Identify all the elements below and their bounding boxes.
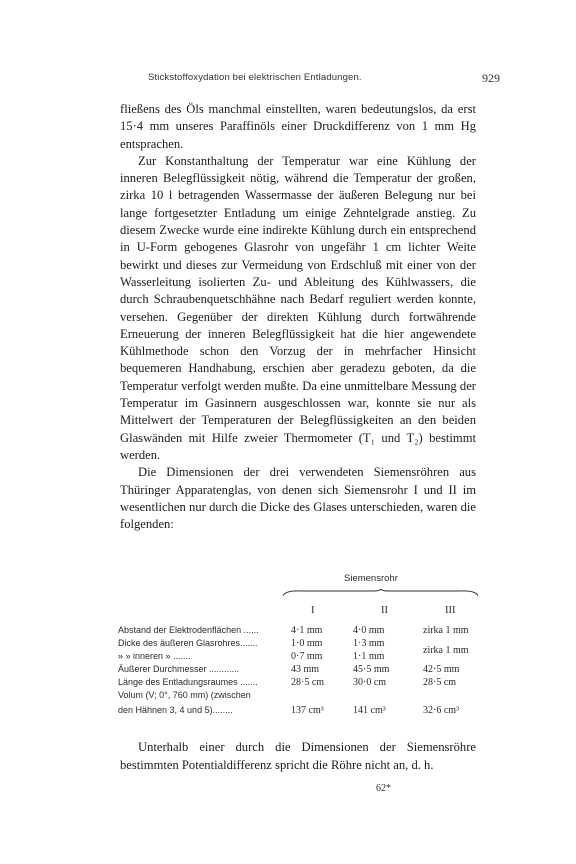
cell-i: 28·5 cm — [291, 677, 325, 688]
table-title: Siemensrohr — [344, 573, 398, 584]
paragraph-dimensions: Die Dimensionen der drei verwendeten Siemensröhren aus Thüringer Apparatenglas, von denen sich Siemensrohr I und II im wesentlichen nur durch die Dicke des Glases unterschieden, waren die folgenden: — [120, 465, 476, 532]
closing-text — [120, 738, 476, 774]
cell-ii: 30·0 cm — [353, 677, 387, 688]
running-head: Stickstoffoxydation bei elektrischen Entladungen. — [148, 72, 362, 83]
row-label: » » inneren » ....... — [118, 651, 191, 661]
column-header-iii: III — [445, 605, 456, 616]
cell-i: 1·0 mm — [291, 638, 323, 649]
paragraph-cooling: Zur Konstanthaltung der Temperatur war eine Kühlung der inneren Belegflüssigkeit nötig, während die Temperatur der großen, zirka 10 l betragenden Wassermasse der äußeren Belegung nur bei lange fortgesetzter Entladung um einige Zehntelgrade anstieg. Zu diesem Zwecke wurde eine indirekte Kühlung durch ein entsprechend in U-Form gebogenes Glasrohr von ungefähr 1 cm lichter Weite bewirkt und dieses zur Vermeidung von Erdschluß mit einer von der Wasserleitung isolierten Zu- und Ableitung des Kühlwassers, die durch Schraubenquetschhähne nach Bedarf reguliert werden konnte, versehen. Gegenüber der direkten Kühlung durch fortwährende Erneuerung der inneren Belegflüssigkeit hat die hier angewendete Kühlmethode schon den Vorzug der in mehrfacher Hinsicht bequemeren Handhabung, erschien aber geradezu geboten, da die Temperatur verfolgt werden mußte. Da eine unmittelbare Messung der Temperatur im Gasinnern ausgeschlossen war, konnte sie nur als Mittelwert der Temperaturen der Belegflüssigkeiten an den beiden Glaswänden mit Hilfe zweier Thermometer (T₁ und T₂) bestimmt werden. — [120, 153, 476, 462]
column-header-i: I — [311, 605, 315, 616]
table-row — [118, 690, 478, 702]
row-label: den Hähnen 3, 4 und 5)........ — [118, 705, 233, 715]
cell-iii: 42·5 mm — [423, 664, 460, 675]
table-row — [118, 677, 478, 689]
cell-i: 137 cm³ — [291, 705, 324, 716]
page-header — [120, 72, 500, 88]
cell-iii: zirka 1 mm — [423, 625, 469, 636]
row-label: Volum (V; 0°, 760 mm) (zwischen — [118, 690, 251, 700]
cell-iii: 28·5 cm — [423, 677, 457, 688]
cell-ii: 1·3 mm — [353, 638, 385, 649]
cell-iii: 32·6 cm³ — [423, 705, 460, 716]
cell-i: 4·1 mm — [291, 625, 323, 636]
cell-ii: 141 cm³ — [353, 705, 386, 716]
table-row — [118, 645, 478, 663]
row-label: Äußerer Durchmesser ............ — [118, 664, 240, 674]
cell-i: 43 mm — [291, 664, 320, 675]
cell-i: 0·7 mm — [291, 651, 323, 662]
row-label: Länge des Entladungsraumes ....... — [118, 677, 258, 687]
table-row — [118, 625, 478, 637]
paragraph-continuation: fließens des Öls manchmal einstellten, waren bedeutungslos, da erst 15·4 mm unseres Paraffinöls einer Druckdifferenz von 1 mm Hg entsprachen. — [120, 102, 476, 151]
body-text — [120, 101, 476, 533]
cell-ii: 4·0 mm — [353, 625, 385, 636]
row-label: Abstand der Elektrodenflächen ...... — [118, 625, 259, 635]
cell-ii: 45·5 mm — [353, 664, 390, 675]
paragraph-potential: Unterhalb einer durch die Dimensionen der Siemensröhre bestimmten Potentialdifferenz spricht die Röhre nicht an, d. h. — [120, 740, 476, 772]
table-row — [118, 705, 478, 717]
column-header-ii: II — [381, 605, 388, 616]
brace-line — [283, 589, 478, 597]
cell-ii: 1·1 mm — [353, 651, 385, 662]
table-row — [118, 664, 478, 676]
row-label: Dicke des äußeren Glasrohres....... — [118, 638, 258, 648]
cell-iii: zirka 1 mm — [423, 645, 469, 656]
signature-mark: 62* — [376, 783, 391, 794]
page-number: 929 — [482, 71, 500, 85]
